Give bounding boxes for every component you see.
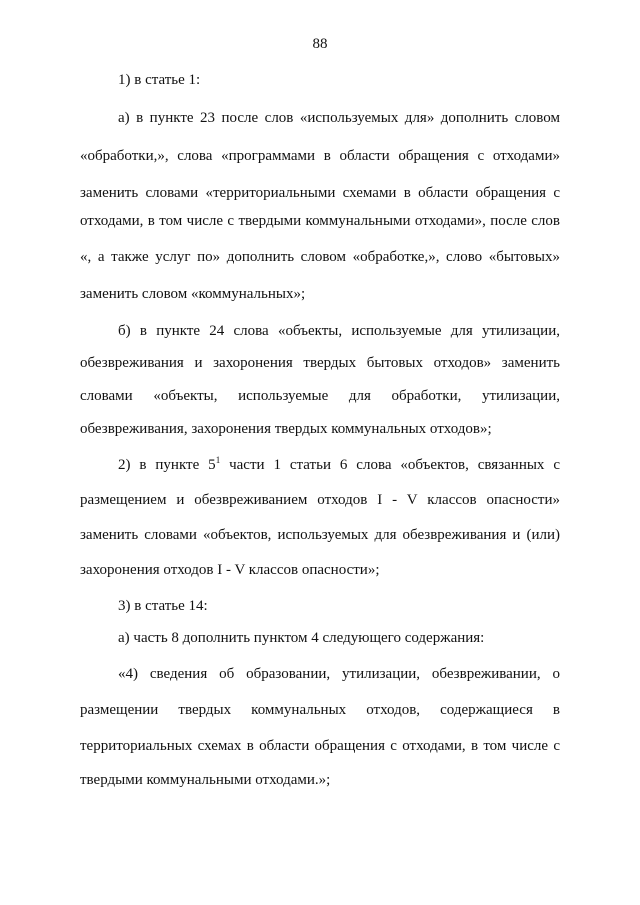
text-line: размещении твердых коммунальных отходов, содержащиеся в	[80, 702, 560, 718]
text-line: 1) в статье 1:	[118, 72, 201, 88]
text-line: твердыми коммунальными отходами.»;	[80, 772, 331, 788]
text-line: территориальных схемах в области обращения с отходами, в том числе с	[80, 738, 560, 754]
text-line: заменить словом «коммунальных»;	[80, 286, 306, 302]
text-line: «обработки,», слова «программами в области обращения с отходами»	[80, 148, 560, 164]
text-line: размещением и обезвреживанием отходов I - V классов опасности»	[80, 492, 560, 508]
text-line: б) в пункте 24 слова «объекты, используемые для утилизации,	[118, 323, 560, 339]
page-number: 88	[312, 36, 328, 52]
text-line: «, а также услуг по» дополнить словом «обработке,», слово «бытовых»	[80, 249, 560, 265]
text-line: захоронения отходов I - V классов опасности»;	[80, 562, 380, 578]
text-line: а) в пункте 23 после слов «используемых для» дополнить словом	[118, 110, 560, 126]
text-line	[118, 455, 560, 475]
text-line: заменить словами «объектов, используемых для обезвреживания и (или)	[80, 527, 560, 543]
text-fragment: части 1 статьи 6 слова «объектов, связанных с	[220, 457, 561, 473]
text-line: заменить словами «территориальными схемами в области обращения с	[80, 185, 560, 201]
text-line: отходами, в том числе с твердыми коммунальными отходами», после слов	[80, 213, 560, 229]
superscript: 1	[215, 455, 221, 465]
text-line: обезвреживания и захоронения твердых бытовых отходов» заменить	[80, 355, 560, 371]
text-line: обезвреживания, захоронения твердых коммунальных отходов»;	[80, 421, 492, 437]
text-line: 3) в статье 14:	[118, 598, 208, 614]
text-line: а) часть 8 дополнить пунктом 4 следующего содержания:	[118, 630, 485, 646]
text-line: «4) сведения об образовании, утилизации, обезвреживании, о	[118, 666, 560, 682]
text-fragment: 2) в пункте 5	[118, 457, 216, 473]
text-line: словами «объекты, используемые для обработки, утилизации,	[80, 388, 560, 404]
